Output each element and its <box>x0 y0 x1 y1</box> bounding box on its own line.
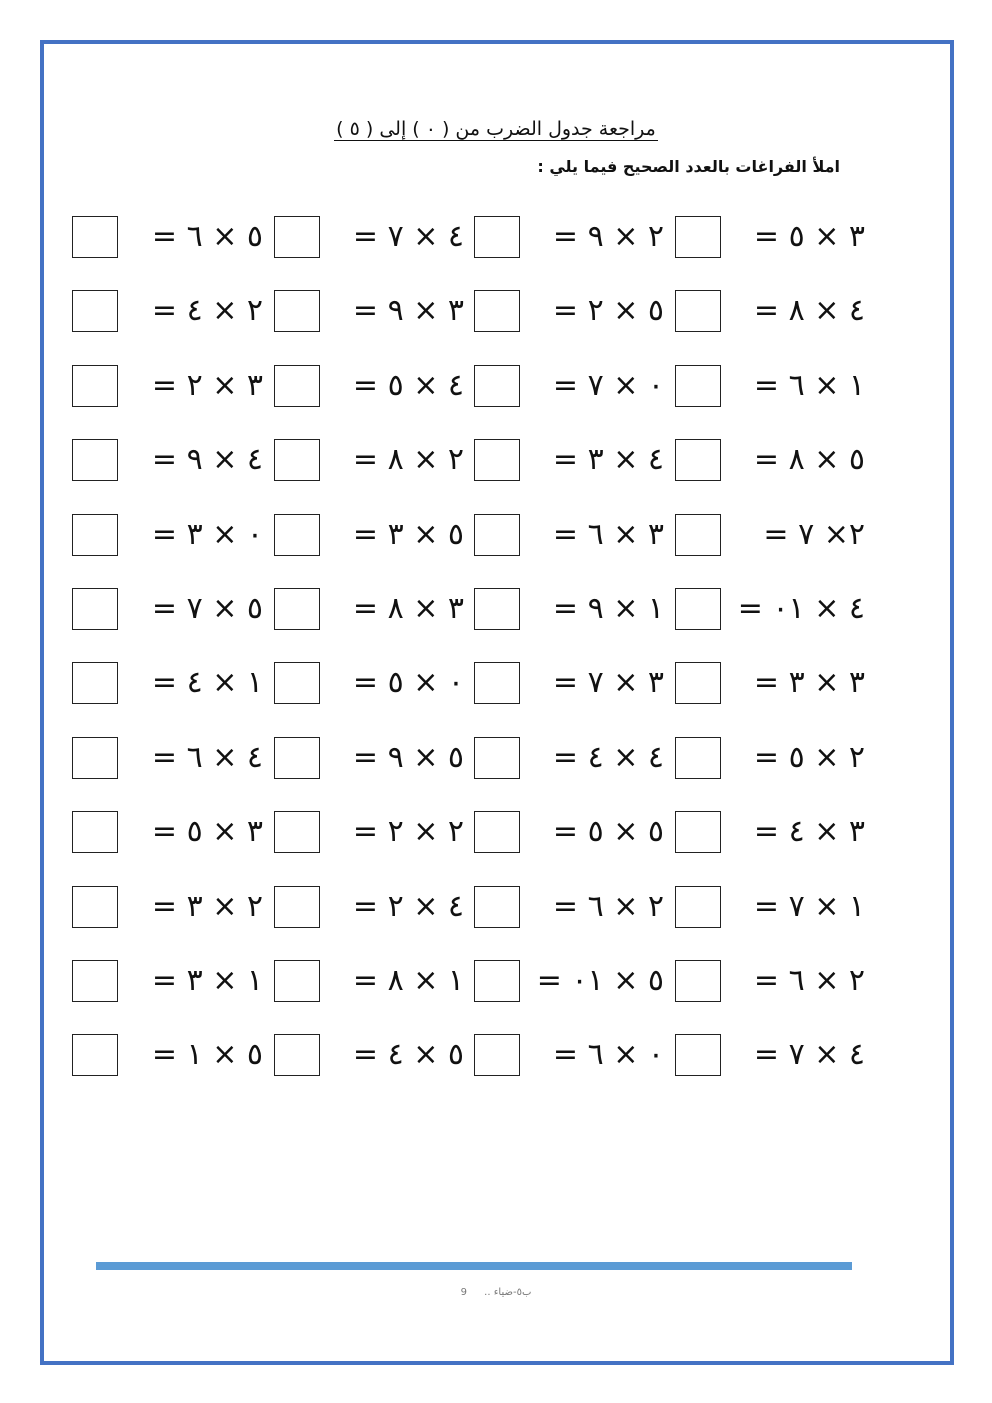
answer-box[interactable] <box>474 662 520 704</box>
problem-expression: ٢ × ٩ = <box>552 219 664 254</box>
answer-box[interactable] <box>474 737 520 779</box>
problem-row <box>0 439 992 485</box>
answer-box[interactable] <box>474 290 520 332</box>
problem-row <box>0 216 992 262</box>
problem-expression: ٣ × ٥ = <box>753 219 865 254</box>
problem-row <box>0 588 992 634</box>
answer-box[interactable] <box>72 216 118 258</box>
instruction-text: املأ الفراغات بالعدد الصحيح فيما يلي : <box>537 157 840 176</box>
answer-box[interactable] <box>274 737 320 779</box>
answer-box[interactable] <box>72 439 118 481</box>
problem-row <box>0 811 992 857</box>
answer-box[interactable] <box>72 588 118 630</box>
footer <box>0 1287 992 1298</box>
answer-box[interactable] <box>474 960 520 1002</box>
answer-box[interactable] <box>274 960 320 1002</box>
problem-row <box>0 886 992 932</box>
problem-expression: ١ × ٤ = <box>151 665 263 701</box>
problem-expression: ٣ × ٧ = <box>552 665 664 701</box>
answer-box[interactable] <box>474 216 520 258</box>
problem-expression: ٥ × ٣ = <box>352 516 464 552</box>
answer-box[interactable] <box>675 439 721 481</box>
problem-row <box>0 290 992 336</box>
problem-expression: ٥ × ١٠ = <box>536 963 664 998</box>
problem-expression: ٣ × ٥ = <box>151 814 263 850</box>
problem-expression: ٢ × ٤ = <box>151 293 263 329</box>
answer-box[interactable] <box>675 737 721 779</box>
problem-expression: ٣ × ٨ = <box>352 591 464 626</box>
problem-expression: ٥ × ٥ = <box>552 814 664 850</box>
answer-box[interactable] <box>274 290 320 332</box>
answer-box[interactable] <box>675 216 721 258</box>
problem-row <box>0 960 992 1006</box>
problem-expression: ٣ × ٦ = <box>552 516 664 552</box>
problem-expression: ٣ × ٤ = <box>753 814 865 850</box>
answer-box[interactable] <box>274 588 320 630</box>
answer-box[interactable] <box>675 290 721 332</box>
answer-box[interactable] <box>675 960 721 1002</box>
answer-box[interactable] <box>675 514 721 556</box>
answer-box[interactable] <box>274 662 320 704</box>
problem-row <box>0 1034 992 1080</box>
problem-expression: ١ × ٩ = <box>552 591 664 626</box>
problem-expression: ٠ × ٥ = <box>352 665 464 701</box>
problem-expression: ٤ × ٨ = <box>753 293 865 329</box>
problem-expression: ٢× ٧ = <box>763 516 865 552</box>
answer-box[interactable] <box>274 365 320 407</box>
answer-box[interactable] <box>274 886 320 928</box>
problem-expression: ٥ × ٤ = <box>352 1037 464 1073</box>
answer-box[interactable] <box>474 1034 520 1076</box>
problem-expression: ٣ × ٢ = <box>151 367 263 403</box>
problem-expression: ٠ × ٧ = <box>552 367 664 403</box>
answer-box[interactable] <box>72 811 118 853</box>
problem-expression: ٤ × ٧ = <box>753 1037 865 1073</box>
problem-expression: ٢ × ٨ = <box>352 442 464 478</box>
answer-box[interactable] <box>72 1034 118 1076</box>
answer-box[interactable] <box>274 811 320 853</box>
problem-expression: ٥ × ٧ = <box>151 591 263 626</box>
answer-box[interactable] <box>675 365 721 407</box>
worksheet-title: مراجعة جدول الضرب من ( ٠ ) إلى ( ٥ ) <box>336 118 656 140</box>
answer-box[interactable] <box>274 216 320 258</box>
problem-expression: ٤ × ٦ = <box>151 739 263 775</box>
problem-expression: ٥ × ٢ = <box>552 293 664 329</box>
problem-row <box>0 514 992 560</box>
problem-expression: ٤ × ٩ = <box>151 442 263 478</box>
problem-expression: ٤ × ٤ = <box>552 739 664 775</box>
answer-box[interactable] <box>474 365 520 407</box>
footer-author: ب٥-ضياء .. <box>484 1287 532 1298</box>
problem-expression: ٢ × ٣ = <box>151 888 263 924</box>
problem-row <box>0 737 992 783</box>
page-number: 9 <box>460 1287 467 1298</box>
answer-box[interactable] <box>474 439 520 481</box>
problem-expression: ٥ × ٨ = <box>753 442 865 478</box>
answer-box[interactable] <box>274 439 320 481</box>
answer-box[interactable] <box>72 365 118 407</box>
problem-expression: ١ × ٣ = <box>151 963 263 998</box>
answer-box[interactable] <box>675 811 721 853</box>
problem-expression: ٢ × ٢ = <box>352 814 464 850</box>
problem-expression: ٣ × ٣ = <box>753 665 865 701</box>
answer-box[interactable] <box>72 737 118 779</box>
footer-divider <box>96 1262 852 1270</box>
problem-expression: ٥ × ١ = <box>151 1037 263 1073</box>
problem-expression: ٠ × ٦ = <box>552 1037 664 1073</box>
problem-expression: ٥ × ٩ = <box>352 739 464 775</box>
answer-box[interactable] <box>474 811 520 853</box>
problem-expression: ٤ × ٧ = <box>352 219 464 254</box>
answer-box[interactable] <box>474 514 520 556</box>
problem-expression: ٠ × ٣ = <box>151 516 263 552</box>
answer-box[interactable] <box>72 960 118 1002</box>
answer-box[interactable] <box>474 886 520 928</box>
answer-box[interactable] <box>675 588 721 630</box>
answer-box[interactable] <box>274 514 320 556</box>
problem-row <box>0 662 992 708</box>
problem-expression: ٤ × ١٠ = <box>737 591 865 626</box>
answer-box[interactable] <box>274 1034 320 1076</box>
answer-box[interactable] <box>474 588 520 630</box>
answer-box[interactable] <box>675 1034 721 1076</box>
problem-expression: ٤ × ٣ = <box>552 442 664 478</box>
problem-expression: ٢ × ٦ = <box>753 963 865 998</box>
answer-box[interactable] <box>72 662 118 704</box>
problem-expression: ١ × ٧ = <box>753 888 865 924</box>
problem-expression: ٤ × ٥ = <box>352 367 464 403</box>
answer-box[interactable] <box>72 514 118 556</box>
problem-expression: ٢ × ٦ = <box>552 888 664 924</box>
problem-expression: ١ × ٨ = <box>352 963 464 998</box>
problem-row <box>0 365 992 411</box>
problem-expression: ٤ × ٢ = <box>352 888 464 924</box>
answer-box[interactable] <box>675 886 721 928</box>
answer-box[interactable] <box>675 662 721 704</box>
problem-expression: ٣ × ٩ = <box>352 293 464 329</box>
answer-box[interactable] <box>72 290 118 332</box>
problem-expression: ٢ × ٥ = <box>753 739 865 775</box>
problem-expression: ١ × ٦ = <box>753 367 865 403</box>
answer-box[interactable] <box>72 886 118 928</box>
problem-expression: ٥ × ٦ = <box>151 219 263 254</box>
